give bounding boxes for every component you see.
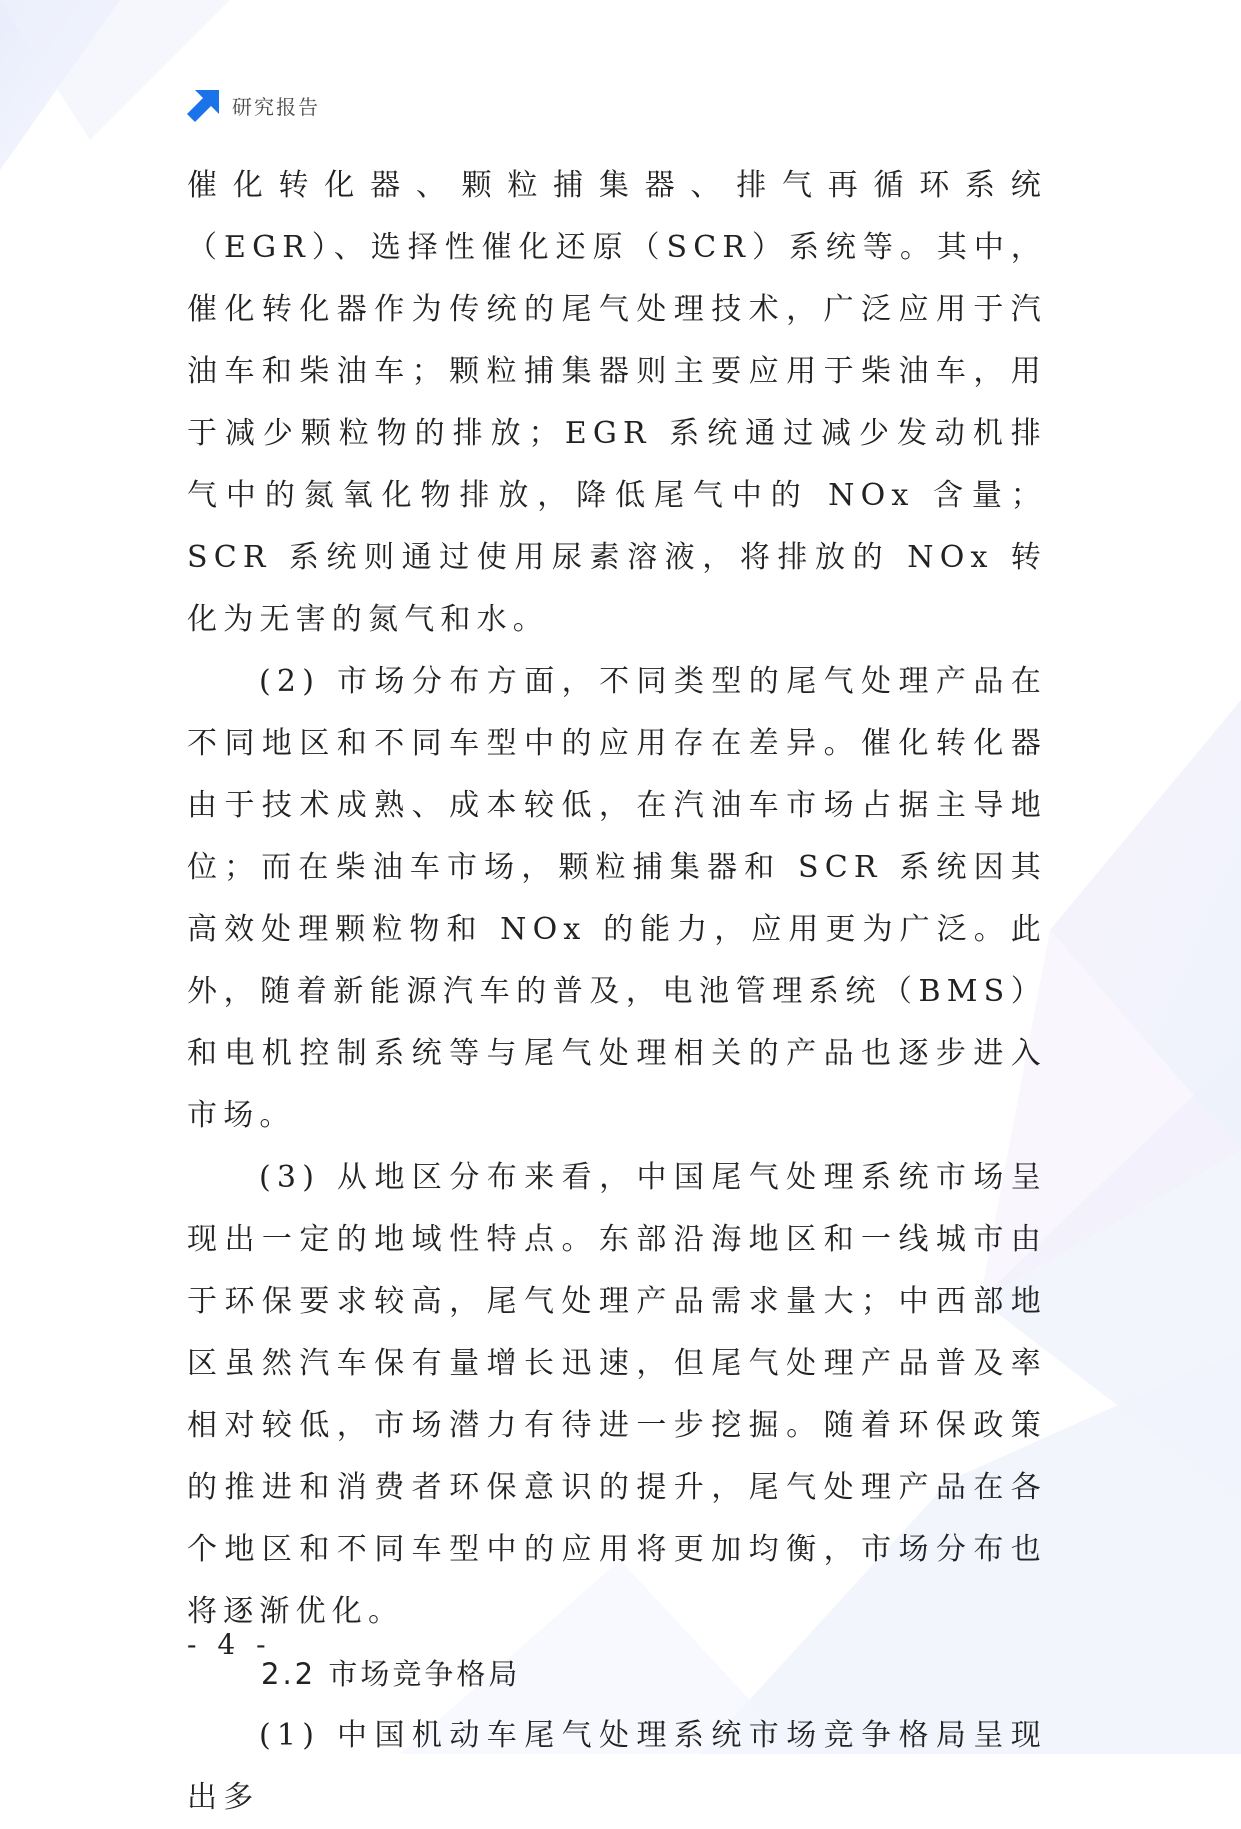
paragraph: (3) 从地区分布来看，中国尾气处理系统市场呈现出一定的地域性特点。东部沿海地区和一线城市由于环保要求较高，尾气处理产品需求量大；中西部地区虽然汽车保有量增长迅速，但尾气处理产品普及率相对较低，市场潜力有待进一步挖掘。随着环保政策的推进和消费者环保意识的提升，尾气处理产品在各个地区和不同车型中的应用将更加均衡，市场分布也将逐渐优化。 <box>187 1160 1047 1629</box>
report-header <box>187 88 320 122</box>
paragraph: (2) 市场分布方面，不同类型的尾气处理产品在不同地区和不同车型中的应用存在差异。催化转化器由于技术成熟、成本较低，在汽油车市场占据主导地位；而在柴油车市场，颗粒捕集器和 SCR 系统因其高效处理颗粒物和 NOx 的能力，应用更为广泛。此外，随着新能源汽车的普及，电池管理系统（BMS）和电机控制系统等与尾气处理相关的产品也逐步进入市场。 <box>187 664 1047 1133</box>
arrow-up-right-icon <box>187 88 221 122</box>
section-heading: 2.2 市场竞争格局 <box>261 1657 521 1691</box>
paragraph: 催化转化器、颗粒捕集器、排气再循环系统（EGR）、选择性催化还原（SCR）系统等。其中，催化转化器作为传统的尾气处理技术，广泛应用于汽油车和柴油车；颗粒捕集器则主要应用于柴油车，用于减少颗粒物的排放；EGR 系统通过减少发动机排气中的氮氧化物排放，降低尾气中的 NOx 含量；SCR 系统则通过使用尿素溶液，将排放的 NOx 转化为无害的氮气和水。 <box>187 168 1047 637</box>
page-number: - 4 - <box>187 1628 272 1661</box>
paragraph: (1) 中国机动车尾气处理系统市场竞争格局呈现出多 <box>187 1718 1047 1815</box>
header-title: 研究报告 <box>232 94 320 119</box>
document-body <box>187 155 1047 1829</box>
